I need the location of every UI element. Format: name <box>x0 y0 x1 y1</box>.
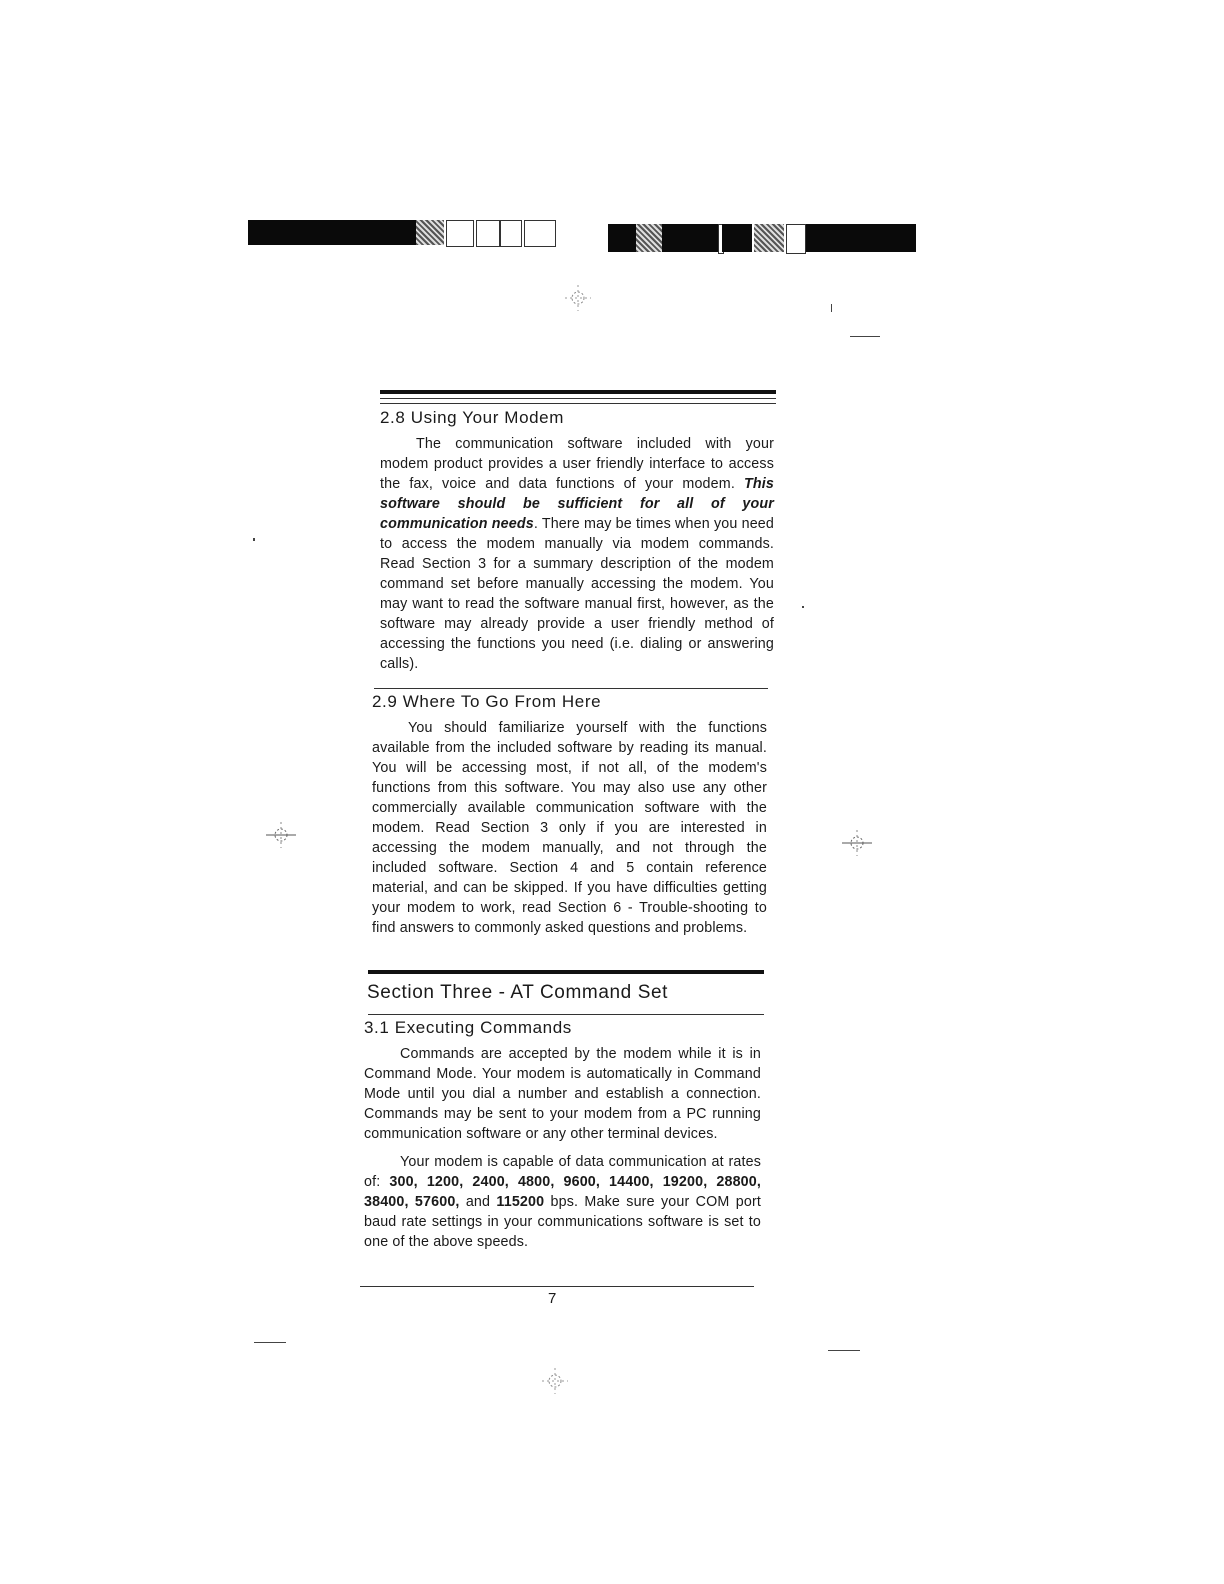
speck <box>253 538 255 541</box>
section-3-1 <box>364 1018 761 1252</box>
thin-rule <box>374 688 768 689</box>
registration-bar <box>0 220 1224 256</box>
paragraph-text: and <box>459 1194 497 1210</box>
trim-mark <box>828 1350 860 1351</box>
body-paragraph <box>380 434 774 674</box>
paragraph-text: Your modem is capable of data communication at rates of: <box>364 1154 761 1190</box>
chapter-title: Section Three - AT Command Set <box>367 982 669 1003</box>
paragraph-text: The communication software included with your modem product provides a user friendly interface to access the fax, voice and data functions of your modem. <box>380 436 774 492</box>
emphasized-text: This software should be sufficient for all of your communication needs <box>380 476 774 532</box>
section-2-8 <box>380 408 774 674</box>
chapter-heading-block <box>367 982 763 1004</box>
thin-rule <box>368 1014 764 1015</box>
section-heading: 3.1 Executing Commands <box>364 1018 572 1037</box>
section-2-9 <box>372 692 767 938</box>
heavy-rule <box>368 970 764 974</box>
page-number: 7 <box>548 1290 557 1307</box>
baud-rate: 115200 <box>496 1194 545 1210</box>
footer-rule <box>360 1286 754 1287</box>
paragraph-text: . There may be times when you need to access the modem manually via modem commands. Read Section 3 for a summary description of the modem command set before manually accessing the modem. You may want to read the software manual first, however, as the software may already provide a user friendly method of accessing the functions you need (i.e. dialing or answering calls). <box>380 516 774 672</box>
heavy-rule <box>380 390 776 394</box>
paragraph-text: bps. Make sure your COM port baud rate settings in your communications software is set to one of the above speeds. <box>364 1194 761 1250</box>
speck <box>831 304 832 312</box>
section-heading: 2.8 Using Your Modem <box>380 408 564 427</box>
body-paragraph: You should familiarize yourself with the functions available from the included software by reading its manual. You will be accessing most, if not all, of the modem's functions from this software. You may also use any other commercially available communication software with the modem. Read Section 3 only if you are interested in accessing the modem manually, and not through the included software. Section 4 and 5 contain reference material, and can be skipped. If you have difficulties getting your modem to work, read Section 6 - Trouble-shooting to find answers to commonly asked questions and problems. <box>372 720 767 936</box>
thin-rule <box>380 398 776 399</box>
baud-rates: 300, 1200, 2400, 4800, 9600, 14400, 19200, 28800, 38400, 57600, <box>364 1174 761 1210</box>
trim-mark <box>254 1342 286 1343</box>
crosshair-icon <box>842 828 872 858</box>
crosshair-icon <box>266 820 296 850</box>
crosshair-icon <box>563 283 593 313</box>
body-paragraph: Commands are accepted by the modem while it is in Command Mode. Your modem is automatically in Command Mode until you dial a number and establish a connection. Commands may be sent to your modem from a PC running communication software or any other terminal devices. <box>364 1046 761 1142</box>
speck <box>802 606 804 608</box>
crosshair-icon <box>540 1366 570 1396</box>
trim-mark <box>850 336 880 337</box>
body-paragraph <box>364 1152 761 1252</box>
thin-rule <box>380 403 776 404</box>
section-heading: 2.9 Where To Go From Here <box>372 692 602 711</box>
